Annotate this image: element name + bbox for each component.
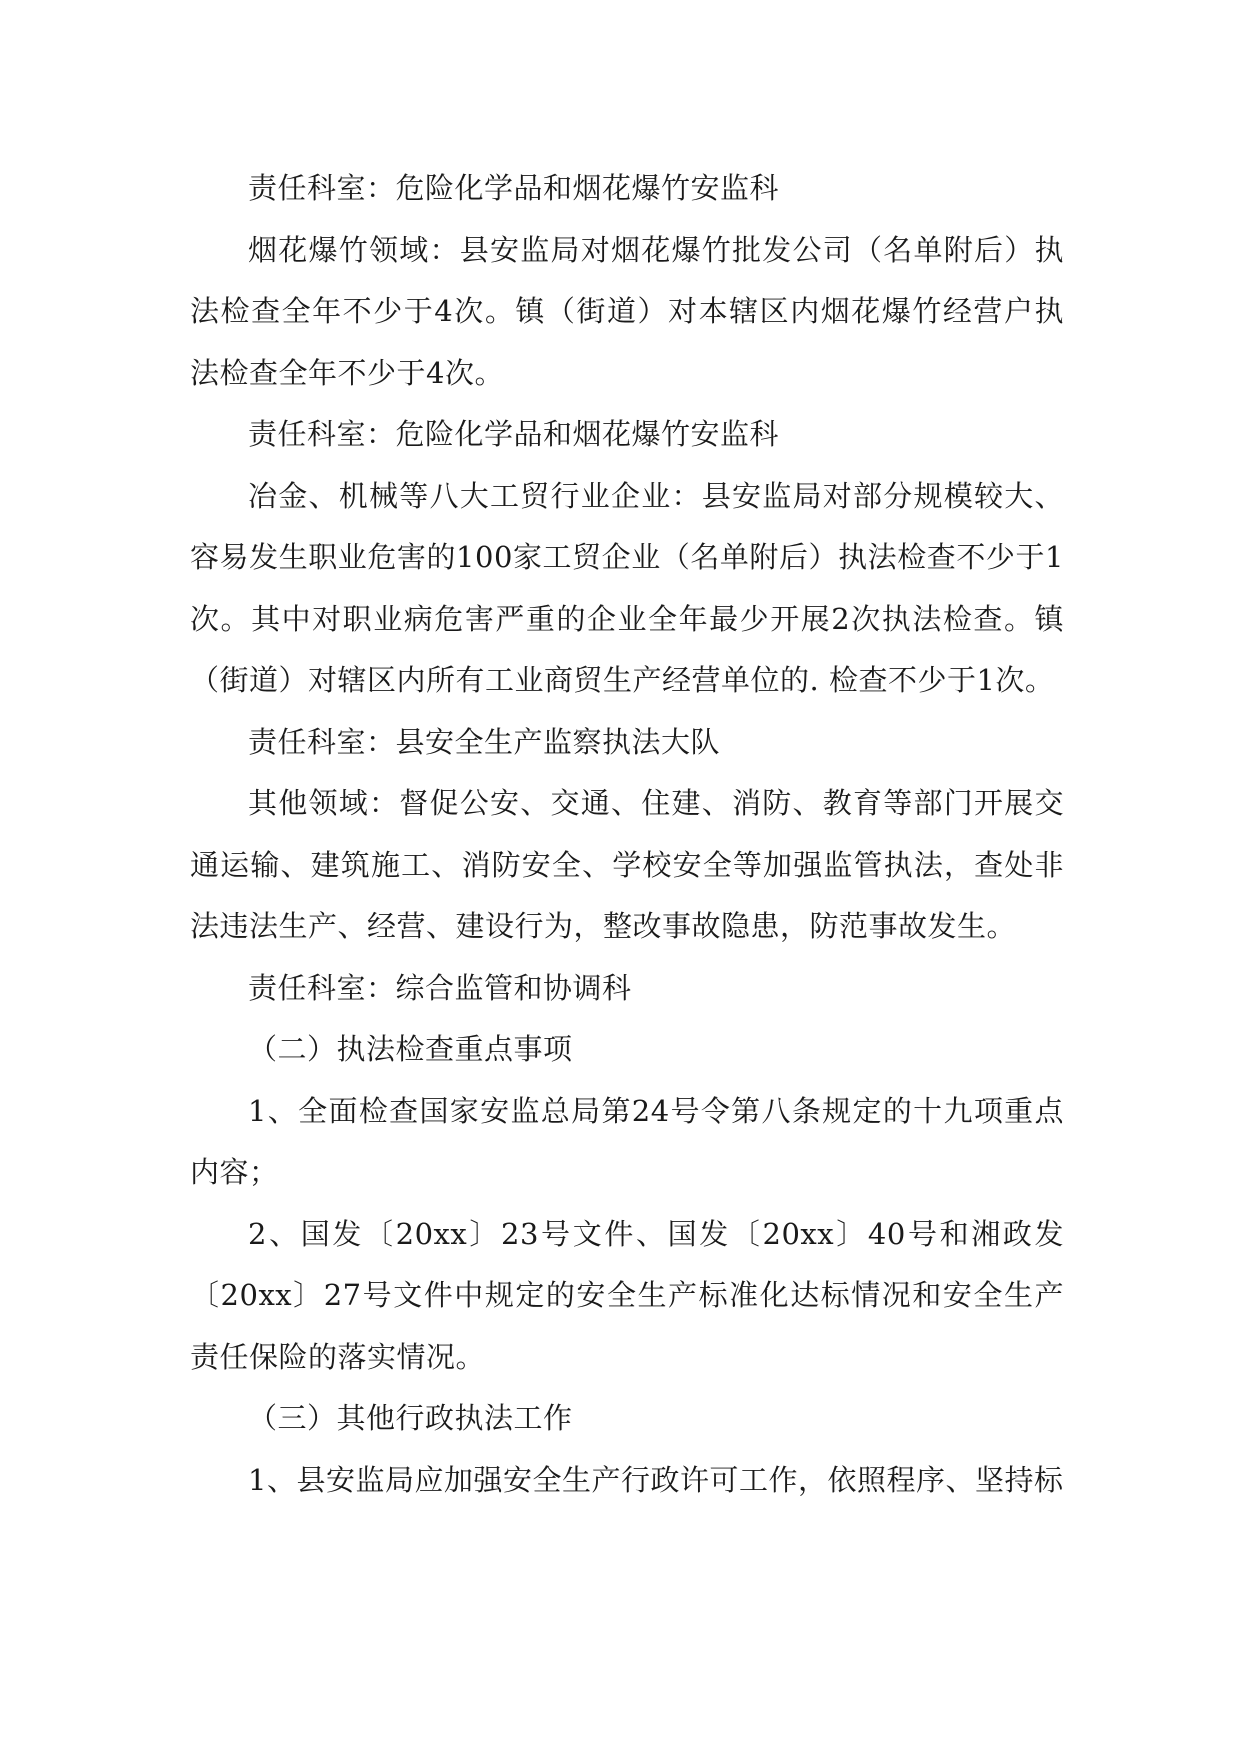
paragraph-responsible-office-3: 责任科室：县安全生产监察执法大队 [248, 724, 721, 759]
paragraph-fireworks-field: 烟花爆竹领域：县安监局对烟花爆竹批发公司（名单附后）执法检查全年不少于4次。镇（街道）对本辖区内烟花爆竹经营户执法检查全年不少于4次。 [190, 232, 1064, 390]
paragraph-other-fields: 其他领域：督促公安、交通、住建、消防、教育等部门开展交通运输、建筑施工、消防安全、学校安全等加强监管执法，查处非法违法生产、经营、建设行为，整改事故隐患，防范事故发生。 [190, 786, 1064, 943]
document-body [190, 158, 1064, 1511]
paragraph-industry-enterprises: 冶金、机械等八大工贸行业企业：县安监局对部分规模较大、容易发生职业危害的100家工贸企业（名单附后）执法检查不少于1次。其中对职业病危害严重的企业全年最少开展2次执法检查。镇（街道）对辖区内所有工业商贸生产经营单位的. 检查不少于1次。 [190, 478, 1064, 697]
paragraph-responsible-office-1: 责任科室：危险化学品和烟花爆竹安监科 [248, 171, 780, 205]
section-heading-3: （三）其他行政执法工作 [248, 1401, 573, 1435]
paragraph-item-1: 1、全面检查国家安监总局第24号令第八条规定的十九项重点内容； [190, 1093, 1064, 1189]
paragraph-item-2: 2、国发〔20xx〕23号文件、国发〔20xx〕40号和湘政发〔20xx〕27号文件中规定的安全生产标准化达标情况和安全生产责任保险的落实情况。 [190, 1216, 1064, 1374]
section-heading-2: （二）执法检查重点事项 [248, 1032, 573, 1066]
paragraph-responsible-office-2: 责任科室：危险化学品和烟花爆竹安监科 [248, 417, 780, 451]
paragraph-responsible-office-4: 责任科室：综合监管和协调科 [248, 970, 632, 1005]
paragraph-item-3: 1、县安监局应加强安全生产行政许可工作，依照程序、坚持标 [248, 1462, 1064, 1497]
